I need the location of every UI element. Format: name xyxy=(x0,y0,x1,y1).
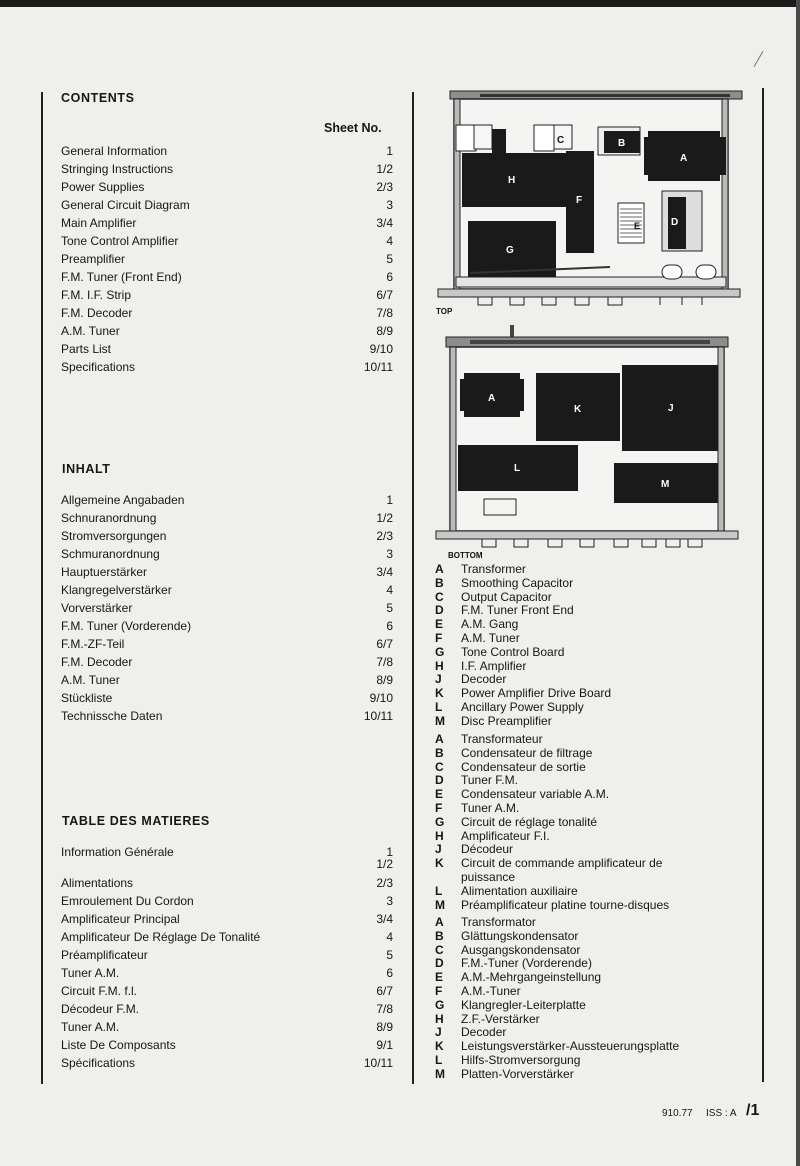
left-rule xyxy=(41,92,43,1084)
toc-row-sheet: 9/1 xyxy=(376,1038,393,1052)
toc-row-sheet: 6 xyxy=(386,966,393,980)
legend-letter: E xyxy=(435,617,444,632)
legend-text: Alimentation auxiliaire xyxy=(461,883,578,898)
legend-letter: B xyxy=(435,745,444,760)
legend-text: F.M. Tuner Front End xyxy=(461,603,574,618)
toc-row xyxy=(61,288,393,306)
bottom-view xyxy=(436,325,738,560)
legend-text: Condensateur de sortie xyxy=(461,759,586,774)
toc-row xyxy=(61,637,393,655)
pen-mark xyxy=(754,51,764,67)
toc-row-sheet: 1 xyxy=(386,493,393,507)
toc-row-label: F.M. Tuner (Front End) xyxy=(61,270,182,284)
legend-letter: D xyxy=(435,773,444,788)
toc-row-sheet: 1/2 xyxy=(376,857,393,871)
legend-text: I.F. Amplifier xyxy=(461,658,527,673)
toc-row-sheet: 8/9 xyxy=(376,1020,393,1034)
legend-letter: F xyxy=(435,801,443,815)
legend-text: Condensateur de filtrage xyxy=(461,745,593,760)
toc-row-sheet: 8/9 xyxy=(376,324,393,338)
legend-text: Préamplificateur platine tourne-disques xyxy=(461,897,670,912)
toc-row-sheet: 10/11 xyxy=(363,360,393,374)
toc-row-label: Tuner A.M. xyxy=(61,966,120,980)
toc-row-label: F.M. Tuner (Vorderende) xyxy=(61,619,192,633)
toc-row-sheet: 3 xyxy=(386,198,393,212)
bottom-view-label: BOTTOM xyxy=(448,551,483,560)
legend-letter: C xyxy=(435,759,444,774)
toc-row xyxy=(61,691,393,709)
toc-row-label: Technissche Daten xyxy=(61,709,163,723)
toc-row xyxy=(61,912,393,930)
toc-row-sheet: 6/7 xyxy=(376,637,393,651)
legend-letter: B xyxy=(435,928,444,943)
toc-row-label: Circuit F.M. f.l. xyxy=(61,984,138,998)
legend-text: Platten-Vorverstärker xyxy=(461,1066,574,1081)
toc-row-label: Hauptuerstärker xyxy=(61,565,148,579)
toc-row-sheet: 6/7 xyxy=(376,288,393,302)
top-view-label: TOP xyxy=(436,307,453,316)
legend-text: Ancillary Power Supply xyxy=(461,700,584,714)
legend-text: Leistungsverstärker-Aussteuerungsplatte xyxy=(461,1039,680,1054)
legend-letter: M xyxy=(435,897,445,912)
toc-row-label: F.M. Decoder xyxy=(61,655,133,669)
legend-text: Circuit de réglage tonalité xyxy=(461,814,598,829)
toc-row-sheet: 6 xyxy=(386,270,393,284)
scan-right-edge xyxy=(796,0,800,1166)
legend-letter: H xyxy=(435,658,444,673)
toc-row xyxy=(61,984,393,1002)
toc-row-label: Specifications xyxy=(61,360,136,374)
legend-text: Condensateur variable A.M. xyxy=(461,787,610,802)
toc-row xyxy=(61,360,393,378)
legend-text: A.M.-Tuner xyxy=(461,984,521,998)
toc-row-label: General Circuit Diagram xyxy=(61,198,190,212)
toc-row-sheet: 4 xyxy=(386,930,393,944)
toc-row xyxy=(61,306,393,324)
block-j: J xyxy=(668,403,674,414)
legend-letter: H xyxy=(435,828,444,843)
toc-row-sheet: 3/4 xyxy=(376,912,393,926)
legend-text: Tuner A.M. xyxy=(461,801,520,815)
legend-text: A.M. Gang xyxy=(461,617,519,632)
block-k: K xyxy=(574,404,582,415)
legend-letter: D xyxy=(435,956,444,971)
block-a-top: A xyxy=(680,153,688,164)
block-a-bottom: A xyxy=(488,393,496,404)
toc-row-sheet: 9/10 xyxy=(369,691,393,705)
legend-letter: K xyxy=(435,1039,444,1054)
toc-row xyxy=(61,252,393,270)
legend-text: A.M.-Mehrgangeinstellung xyxy=(461,970,602,985)
chassis-layout-diagram xyxy=(430,85,770,565)
scan-top-edge xyxy=(0,0,800,7)
legend-letter: D xyxy=(435,603,444,618)
toc-row-label: Information Générale xyxy=(61,845,174,859)
legend-text: Transformateur xyxy=(461,732,543,746)
legend-text: Amplificateur F.I. xyxy=(461,828,550,843)
legend-text: Disc Preamplifier xyxy=(461,713,552,728)
legend-text: Output Capacitor xyxy=(461,589,552,604)
contents-heading: CONTENTS xyxy=(61,91,135,105)
toc-row-sheet: 1/2 xyxy=(376,511,393,525)
toc-row-label: Main Amplifier xyxy=(61,216,137,230)
legend-letter: E xyxy=(435,970,444,985)
block-h: H xyxy=(508,175,516,186)
toc-row xyxy=(61,342,393,360)
block-d: D xyxy=(671,217,679,228)
toc-row-label: Préamplificateur xyxy=(61,948,148,962)
toc-row xyxy=(61,1002,393,1020)
legend-text: Tone Control Board xyxy=(461,644,565,659)
toc-row-sheet: 4 xyxy=(386,583,393,597)
toc-row-label: Allgemeine Angabaden xyxy=(61,493,185,507)
toc-row-label: Schnuranordnung xyxy=(61,511,157,525)
toc-row xyxy=(61,511,393,529)
legend-letter: F xyxy=(435,984,443,998)
toc-row-sheet: 6 xyxy=(386,619,393,633)
legend-text: F.M.-Tuner (Vorderende) xyxy=(461,956,592,971)
legend-text: A.M. Tuner xyxy=(461,631,520,645)
block-c-2: C xyxy=(557,135,565,146)
toc-row-sheet: 1/2 xyxy=(376,162,393,176)
toc-row-sheet: 3/4 xyxy=(376,216,393,230)
toc-row xyxy=(61,583,393,601)
toc-row-label: F.M. I.F. Strip xyxy=(61,288,132,302)
toc-row-label: A.M. Tuner xyxy=(61,324,120,338)
legend-text: Ausgangskondensator xyxy=(461,942,581,957)
legend-text: Smoothing Capacitor xyxy=(461,575,574,590)
toc-row-label: F.M.-ZF-Teil xyxy=(61,637,125,651)
toc-row-label: Décodeur F.M. xyxy=(61,1002,140,1016)
legend-letter: J xyxy=(435,1025,442,1040)
block-f: F xyxy=(576,195,583,206)
toc-row xyxy=(61,619,393,637)
toc-row-label: A.M. Tuner xyxy=(61,673,120,687)
toc-row xyxy=(61,180,393,198)
toc-row-sheet: 9/10 xyxy=(369,342,393,356)
legend-text: puissance xyxy=(461,870,516,884)
toc-row-label: General Information xyxy=(61,144,168,158)
toc-row-label: Amplificateur Principal xyxy=(61,912,180,926)
toc-row xyxy=(61,565,393,583)
toc-row-label: Spécifications xyxy=(61,1056,136,1070)
toc-row-sheet: 5 xyxy=(386,252,393,266)
toc-row xyxy=(61,547,393,565)
legend-letter: K xyxy=(435,856,444,871)
legend-text: Tuner F.M. xyxy=(461,773,518,788)
toc-row xyxy=(61,948,393,966)
toc-row xyxy=(61,270,393,288)
toc-row xyxy=(61,198,393,216)
block-m: M xyxy=(661,479,670,490)
legend-letter: F xyxy=(435,631,443,645)
top-view xyxy=(436,91,742,316)
toc-row-sheet: 5 xyxy=(386,601,393,615)
legend-text: Hilfs-Stromversorgung xyxy=(461,1053,581,1067)
toc-row-label: Stromversorgungen xyxy=(61,529,167,543)
legend-letter: M xyxy=(435,1066,445,1081)
center-rule xyxy=(412,92,414,1084)
toc-row xyxy=(61,1020,393,1038)
toc-row-sheet: 1 xyxy=(386,845,393,859)
toc-row xyxy=(61,894,393,912)
toc-row xyxy=(61,1038,393,1056)
toc-row xyxy=(61,1056,393,1074)
legend-text: Z.F.-Verstärker xyxy=(461,1011,540,1026)
toc-row-sheet: 5 xyxy=(386,948,393,962)
toc-row-label: Parts List xyxy=(61,342,112,356)
legend-letter: C xyxy=(435,942,444,957)
toc-row-label: Preamplifier xyxy=(61,252,126,266)
legend-letter: K xyxy=(435,686,444,701)
legend-letter: L xyxy=(435,700,443,714)
toc-row-sheet: 4 xyxy=(386,234,393,248)
legend-text: Circuit de commande amplificateur de xyxy=(461,856,663,871)
toc-row xyxy=(61,234,393,252)
toc-row-sheet: 7/8 xyxy=(376,306,393,320)
block-g: G xyxy=(506,245,514,256)
toc-row xyxy=(61,144,393,162)
toc-row xyxy=(61,673,393,691)
legend-text: Décodeur xyxy=(461,842,514,857)
toc-row-label: Power Supplies xyxy=(61,180,145,194)
toc-row-label: Vorverstärker xyxy=(61,601,133,615)
toc-row-sheet: 2/3 xyxy=(376,180,393,194)
block-b: B xyxy=(618,138,626,149)
toc-row-label: F.M. Decoder xyxy=(61,306,133,320)
toc-row-sheet: 2/3 xyxy=(376,529,393,543)
toc-row-label: Schmuranordnung xyxy=(61,547,160,561)
toc-row-sheet: 8/9 xyxy=(376,673,393,687)
toc-row-sheet: 7/8 xyxy=(376,655,393,669)
toc-row xyxy=(61,655,393,673)
toc-row xyxy=(61,529,393,547)
table-des-matieres-heading: TABLE DES MATIERES xyxy=(62,814,210,828)
toc-row xyxy=(61,857,393,875)
legend-letter: J xyxy=(435,842,442,857)
toc-row xyxy=(61,162,393,180)
footer-code: 910.77 xyxy=(662,1108,693,1119)
legend-text: Klangregler-Leiterplatte xyxy=(461,997,586,1012)
toc-row-label: Amplificateur De Réglage De Tonalité xyxy=(61,930,261,944)
footer-page: /1 xyxy=(746,1102,760,1119)
toc-row-sheet: 2/3 xyxy=(376,876,393,890)
legend-letter: A xyxy=(435,562,444,576)
toc-row xyxy=(61,709,393,727)
toc-row xyxy=(61,216,393,234)
legend-text: Power Amplifier Drive Board xyxy=(461,686,612,701)
toc-row xyxy=(61,876,393,894)
legend-text: Transformer xyxy=(461,562,526,576)
block-e: E xyxy=(634,221,641,231)
legend-letter: L xyxy=(435,1053,443,1067)
toc-row-sheet: 10/11 xyxy=(363,1056,393,1070)
legend-letter: G xyxy=(435,814,445,829)
toc-row-sheet: 3 xyxy=(386,547,393,561)
toc-row-sheet: 3 xyxy=(386,894,393,908)
toc-row xyxy=(61,493,393,511)
toc-row-label: Alimentations xyxy=(61,876,134,890)
legend-letter: A xyxy=(435,915,444,929)
legend-text: Decoder xyxy=(461,1025,507,1040)
inhalt-heading: INHALT xyxy=(62,462,111,476)
legend-letter: G xyxy=(435,644,445,659)
legend-letter: E xyxy=(435,787,444,802)
toc-row-label: Emroulement Du Cordon xyxy=(61,894,194,908)
legend-text: Decoder xyxy=(461,672,507,687)
legend-letter: C xyxy=(435,589,444,604)
legend-letter: L xyxy=(435,883,443,898)
toc-row-sheet: 1 xyxy=(386,144,393,158)
block-l: L xyxy=(514,463,521,474)
toc-row xyxy=(61,930,393,948)
legend-letter: A xyxy=(435,732,444,746)
toc-row xyxy=(61,966,393,984)
toc-row xyxy=(61,324,393,342)
legend-letter: J xyxy=(435,672,442,687)
legend-letter: H xyxy=(435,1011,444,1026)
toc-row-label: Tuner A.M. xyxy=(61,1020,120,1034)
toc-row-label: Stückliste xyxy=(61,691,113,705)
legend-text: Transformator xyxy=(461,915,536,929)
legend-letter: M xyxy=(435,713,445,728)
legend-text: Glättungskondensator xyxy=(461,928,579,943)
toc-row-sheet: 7/8 xyxy=(376,1002,393,1016)
legend-letter: G xyxy=(435,997,445,1012)
footer-issue: ISS : A xyxy=(706,1108,737,1119)
toc-row-sheet: 6/7 xyxy=(376,984,393,998)
legend-letter: B xyxy=(435,575,444,590)
toc-row xyxy=(61,601,393,619)
toc-row-label: Stringing Instructions xyxy=(61,162,174,176)
toc-row-label: Klangregelverstärker xyxy=(61,583,172,597)
toc-row-sheet: 3/4 xyxy=(376,565,393,579)
toc-row-label: Liste De Composants xyxy=(61,1038,176,1052)
sheet-number-heading: Sheet No. xyxy=(324,121,382,135)
toc-row-label: Tone Control Amplifier xyxy=(61,234,179,248)
toc-row-sheet: 10/11 xyxy=(363,709,393,723)
